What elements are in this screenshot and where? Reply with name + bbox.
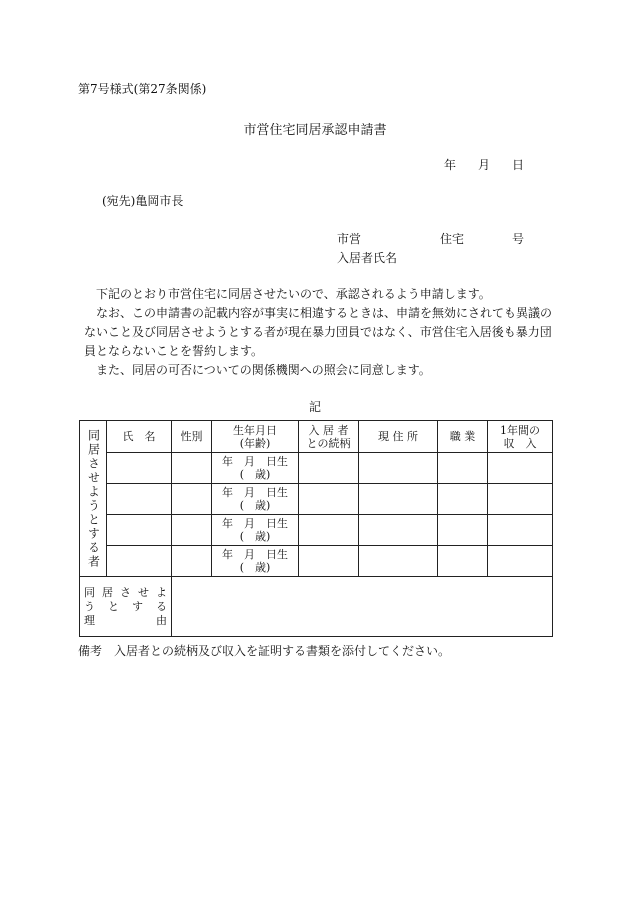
cohabitant-table	[79, 420, 553, 637]
sex-field[interactable]	[172, 515, 212, 546]
form-number: 第7号様式(第27条関係)	[78, 82, 207, 96]
income-field[interactable]	[488, 546, 553, 577]
reason-field[interactable]	[172, 577, 553, 637]
date-month: 月	[478, 158, 491, 172]
record-label: 記	[308, 400, 321, 414]
header-income	[488, 421, 553, 453]
document-title: 市営住宅同居承認申請書	[243, 123, 387, 138]
header-income-line1: 1年間の	[500, 423, 540, 437]
header-address: 現 住 所	[359, 421, 438, 453]
declaration-paragraph-3: また、同居の可否についての関係機関への照会に同意します。	[96, 363, 431, 377]
address-field[interactable]	[359, 546, 438, 577]
side-label: 同居させようとする者	[86, 428, 101, 569]
birthdate-placeholder: 年 月 日生	[222, 486, 288, 499]
table-row	[80, 484, 553, 515]
income-field[interactable]	[488, 515, 553, 546]
header-birthdate	[212, 421, 299, 453]
declaration-paragraph-2: なお、この申請書の記載内容が事実に相違するときは、申請を無効にされても異議のないこと及び同居させようとする者が現在暴力団員ではなく、市営住宅入居後も暴力団員とならないことを誓約します。	[84, 306, 553, 358]
sex-field[interactable]	[172, 484, 212, 515]
age-placeholder: ( 歳)	[239, 468, 271, 481]
birthdate-field[interactable]	[212, 484, 299, 515]
header-relation	[299, 421, 359, 453]
age-placeholder: ( 歳)	[239, 561, 271, 574]
reason-label-line3: 理 由	[84, 613, 167, 627]
income-field[interactable]	[488, 484, 553, 515]
reason-label-line2: うとする	[84, 599, 167, 613]
birthdate-field[interactable]	[212, 546, 299, 577]
header-sex: 性別	[172, 421, 212, 453]
reason-label-cell	[80, 577, 172, 637]
birthdate-placeholder: 年 月 日生	[222, 455, 288, 468]
declaration-text	[84, 285, 552, 380]
header-income-line2: 収 入	[503, 436, 537, 450]
table-row	[80, 515, 553, 546]
addressee: (宛先)亀岡市長	[102, 194, 184, 208]
remarks-note: 備考 入居者との続柄及び収入を証明する書類を添付してください。	[78, 644, 451, 658]
age-placeholder: ( 歳)	[239, 530, 271, 543]
applicant-number: 号	[512, 232, 525, 246]
applicant-resident-name: 入居者氏名	[337, 251, 398, 265]
applicant-housing: 住宅	[440, 232, 465, 246]
address-field[interactable]	[359, 453, 438, 484]
birthdate-field[interactable]	[212, 453, 299, 484]
occupation-field[interactable]	[438, 515, 488, 546]
relation-field[interactable]	[299, 453, 359, 484]
relation-field[interactable]	[299, 546, 359, 577]
address-field[interactable]	[359, 484, 438, 515]
income-field[interactable]	[488, 453, 553, 484]
occupation-field[interactable]	[438, 546, 488, 577]
header-occupation: 職 業	[438, 421, 488, 453]
relation-field[interactable]	[299, 515, 359, 546]
sex-field[interactable]	[172, 546, 212, 577]
header-relation-line2: との続柄	[306, 436, 351, 450]
age-placeholder: ( 歳)	[239, 499, 271, 512]
sex-field[interactable]	[172, 453, 212, 484]
name-field[interactable]	[107, 546, 172, 577]
table-row	[80, 546, 553, 577]
table-row	[80, 453, 553, 484]
header-name: 氏 名	[107, 421, 172, 453]
header-relation-line1: 入 居 者	[308, 423, 349, 437]
table-header-row	[80, 421, 553, 453]
header-birthdate-line2: (年齢)	[239, 436, 271, 450]
applicant-municipal: 市営	[337, 232, 362, 246]
side-label-cell	[80, 421, 107, 577]
relation-field[interactable]	[299, 484, 359, 515]
name-field[interactable]	[107, 515, 172, 546]
birthdate-placeholder: 年 月 日生	[222, 548, 288, 561]
birthdate-placeholder: 年 月 日生	[222, 517, 288, 530]
occupation-field[interactable]	[438, 453, 488, 484]
reason-row	[80, 577, 553, 637]
date-year: 年	[444, 158, 457, 172]
name-field[interactable]	[107, 453, 172, 484]
header-birthdate-line1: 生年月日	[233, 423, 277, 437]
name-field[interactable]	[107, 484, 172, 515]
occupation-field[interactable]	[438, 484, 488, 515]
reason-label-line1: 同居させよ	[84, 585, 167, 599]
address-field[interactable]	[359, 515, 438, 546]
declaration-paragraph-1: 下記のとおり市営住宅に同居させたいので、承認されるよう申請します。	[96, 287, 491, 301]
birthdate-field[interactable]	[212, 515, 299, 546]
date-day: 日	[512, 158, 525, 172]
